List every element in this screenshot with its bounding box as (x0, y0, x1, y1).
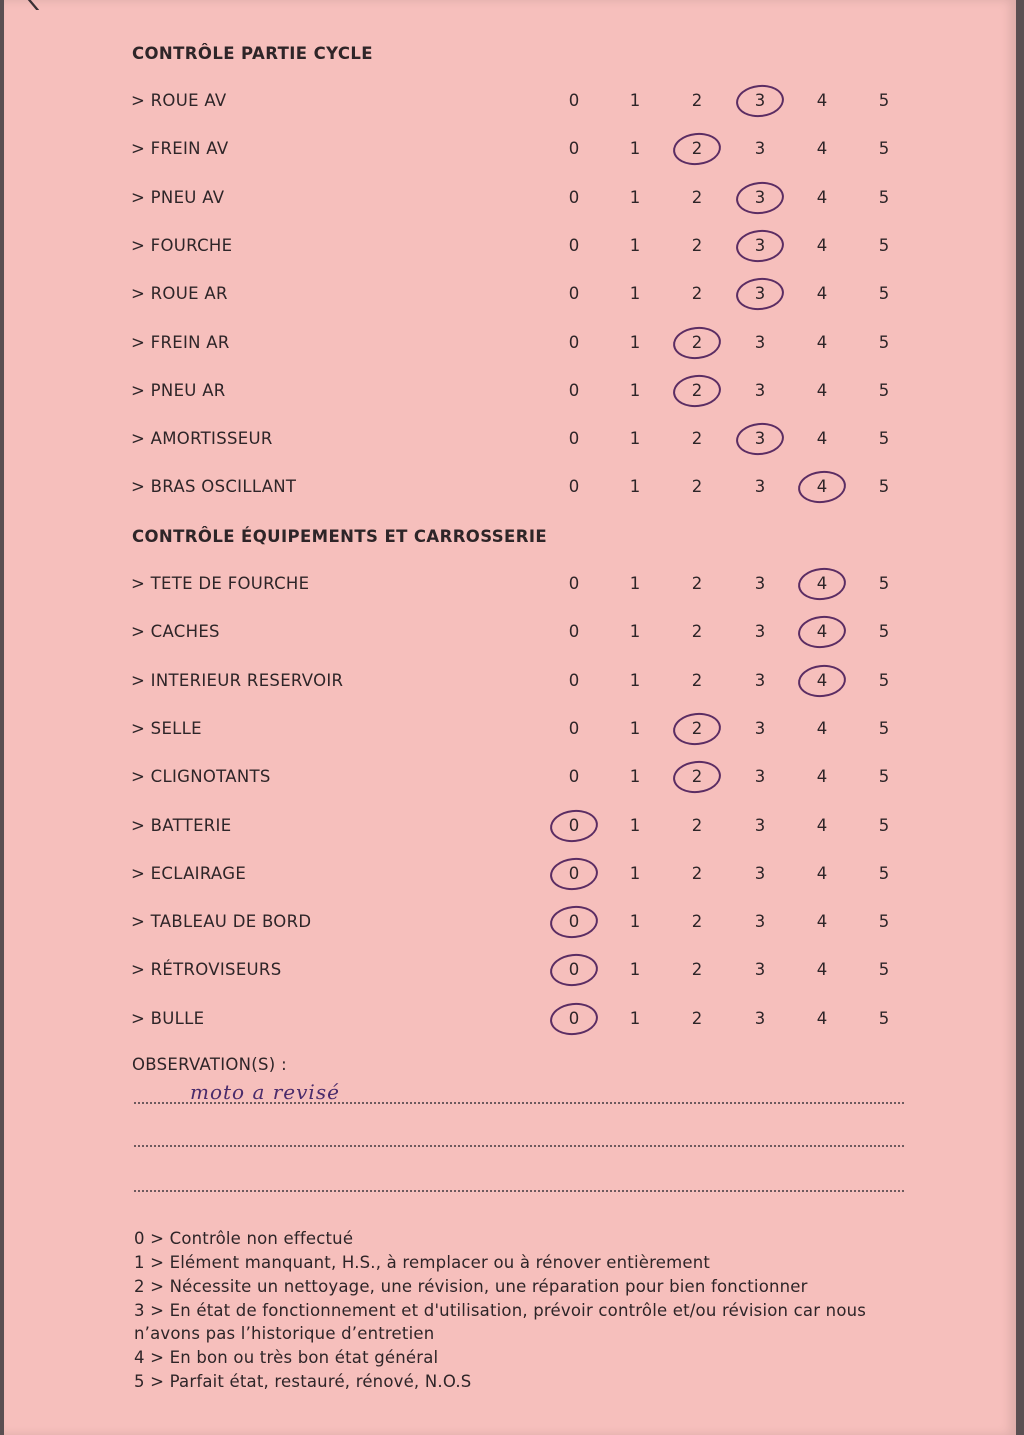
observations-title: OBSERVATION(S) : (132, 1055, 287, 1074)
checklist-row (4, 912, 1016, 942)
item-label: > BRAS OSCILLANT (131, 477, 297, 497)
checklist-row (4, 284, 1016, 314)
score-option: 1 (629, 332, 641, 352)
score-option: 4 (816, 139, 828, 159)
item-label: > CLIGNOTANTS (131, 767, 271, 787)
checklist-row (4, 574, 1016, 604)
score-option: 5 (878, 670, 890, 690)
item-label: > ECLAIRAGE (131, 863, 247, 883)
score-option: 4 (816, 912, 828, 932)
score-option: 0 (568, 187, 580, 207)
checklist-row (4, 91, 1016, 121)
score-option: 0 (568, 670, 580, 690)
item-label: > AMORTISSEUR (131, 429, 273, 449)
score-option: 2 (691, 815, 703, 835)
score-option: 0 (568, 477, 580, 497)
score-option: 3 (754, 718, 766, 738)
score-option: 1 (629, 380, 641, 400)
checklist-row (4, 864, 1016, 894)
checklist-row (4, 139, 1016, 169)
score-option: 0 (568, 622, 580, 642)
observation-line (134, 1102, 904, 1104)
score-option-selected: 4 (810, 671, 834, 690)
score-option: 1 (629, 718, 641, 738)
score-option: 3 (754, 139, 766, 159)
item-label: > ROUE AR (131, 284, 228, 304)
score-option: 0 (568, 429, 580, 449)
score-option: 2 (691, 622, 703, 642)
score-option: 2 (691, 477, 703, 497)
item-label: > FREIN AR (131, 332, 230, 352)
score-option: 0 (568, 718, 580, 738)
item-label: > TABLEAU DE BORD (131, 912, 312, 932)
score-option: 4 (816, 380, 828, 400)
item-label: > FREIN AV (131, 139, 229, 159)
score-option: 4 (816, 1008, 828, 1028)
score-option: 5 (878, 380, 890, 400)
score-option: 5 (878, 284, 890, 304)
score-option: 0 (568, 332, 580, 352)
score-option-selected: 4 (810, 574, 834, 593)
score-option: 3 (754, 815, 766, 835)
score-option: 0 (568, 235, 580, 255)
score-option-selected: 0 (562, 864, 586, 883)
checklist-row (4, 188, 1016, 218)
score-option: 3 (754, 622, 766, 642)
score-option: 1 (629, 767, 641, 787)
score-option-selected: 3 (748, 284, 772, 303)
score-option: 3 (754, 1008, 766, 1028)
item-label: > SELLE (131, 718, 202, 738)
score-option-selected: 4 (810, 477, 834, 496)
score-option: 5 (878, 718, 890, 738)
score-option: 4 (816, 815, 828, 835)
score-option-selected: 0 (562, 1009, 586, 1028)
score-option-selected: 3 (748, 236, 772, 255)
legend-line: 4 > En bon ou très bon état général (134, 1348, 439, 1367)
score-option: 2 (691, 187, 703, 207)
score-option: 5 (878, 574, 890, 593)
legend-line: 3 > En état de fonctionnement et d'utilisation, prévoir contrôle et/ou révision car nous (134, 1301, 867, 1320)
score-option: 1 (629, 670, 641, 690)
score-option: 3 (754, 767, 766, 787)
checklist-row (4, 477, 1016, 507)
score-option: 3 (754, 912, 766, 932)
score-option: 5 (878, 477, 890, 497)
score-option: 0 (568, 91, 580, 110)
score-option: 1 (629, 429, 641, 449)
checklist-row (4, 381, 1016, 411)
score-option-selected: 3 (748, 429, 772, 448)
score-option: 3 (754, 863, 766, 883)
score-option-selected: 2 (685, 719, 709, 738)
checklist-row (4, 622, 1016, 652)
score-option-selected: 0 (562, 912, 586, 931)
score-option-selected: 2 (685, 381, 709, 400)
score-option: 1 (629, 477, 641, 497)
score-option: 2 (691, 284, 703, 304)
item-label: > ROUE AV (131, 91, 227, 110)
score-option: 1 (629, 139, 641, 159)
observations-handwritten-note: moto a revisé (190, 1080, 340, 1104)
inspection-sheet (4, 0, 1016, 1435)
score-option: 0 (568, 284, 580, 304)
score-option: 5 (878, 1008, 890, 1028)
legend-line: 1 > Elément manquant, H.S., à remplacer ou à rénover entièrement (134, 1253, 711, 1272)
score-option: 3 (754, 574, 766, 593)
score-option: 5 (878, 767, 890, 787)
score-option: 4 (816, 332, 828, 352)
score-option: 1 (629, 187, 641, 207)
checklist-row (4, 429, 1016, 459)
score-option: 4 (816, 863, 828, 883)
score-option: 2 (691, 863, 703, 883)
score-option: 5 (878, 960, 890, 980)
score-option: 2 (691, 574, 703, 593)
score-option: 1 (629, 960, 641, 980)
score-option: 5 (878, 863, 890, 883)
score-option: 5 (878, 332, 890, 352)
item-label: > PNEU AR (131, 380, 226, 400)
score-option-selected: 0 (562, 816, 586, 835)
item-label: > CACHES (131, 622, 220, 642)
item-label: > INTERIEUR RESERVOIR (131, 670, 344, 690)
score-option: 1 (629, 91, 641, 110)
item-label: > TETE DE FOURCHE (131, 574, 310, 593)
score-option-selected: 2 (685, 333, 709, 352)
item-label: > BULLE (131, 1008, 205, 1028)
section-title-cycle: CONTRÔLE PARTIE CYCLE (132, 44, 373, 63)
score-option: 2 (691, 235, 703, 255)
score-option: 0 (568, 139, 580, 159)
score-option: 5 (878, 815, 890, 835)
observation-line (134, 1190, 904, 1192)
score-option: 3 (754, 477, 766, 497)
score-option: 5 (878, 91, 890, 110)
checklist-row (4, 719, 1016, 749)
legend-line: 0 > Contrôle non effectué (134, 1229, 354, 1248)
score-option: 5 (878, 187, 890, 207)
score-option: 0 (568, 574, 580, 593)
score-option: 3 (754, 380, 766, 400)
legend-line: 5 > Parfait état, restauré, rénové, N.O.S (134, 1372, 472, 1391)
score-option: 4 (816, 718, 828, 738)
score-option: 0 (568, 380, 580, 400)
score-option: 5 (878, 622, 890, 642)
score-option: 4 (816, 235, 828, 255)
score-option: 2 (691, 912, 703, 932)
score-option: 2 (691, 91, 703, 110)
score-option: 4 (816, 284, 828, 304)
item-label: > BATTERIE (131, 815, 232, 835)
checklist-row (4, 333, 1016, 363)
score-option-selected: 2 (685, 139, 709, 158)
score-option: 2 (691, 960, 703, 980)
score-option: 3 (754, 332, 766, 352)
score-option: 1 (629, 912, 641, 932)
checklist-row (4, 236, 1016, 266)
score-option: 1 (629, 622, 641, 642)
score-option: 4 (816, 960, 828, 980)
score-option: 3 (754, 670, 766, 690)
score-option: 1 (629, 815, 641, 835)
score-option: 4 (816, 91, 828, 110)
legend-line: 2 > Nécessite un nettoyage, une révision, une réparation pour bien fonctionner (134, 1277, 808, 1296)
score-option: 1 (629, 1008, 641, 1028)
checklist-row (4, 816, 1016, 846)
score-option: 2 (691, 670, 703, 690)
score-option: 1 (629, 863, 641, 883)
score-option: 1 (629, 235, 641, 255)
score-option: 5 (878, 912, 890, 932)
score-option: 5 (878, 429, 890, 449)
score-option: 3 (754, 960, 766, 980)
checklist-row (4, 767, 1016, 797)
score-option: 4 (816, 187, 828, 207)
score-option-selected: 2 (685, 767, 709, 786)
score-option-selected: 3 (748, 188, 772, 207)
item-label: > RÉTROVISEURS (131, 960, 282, 980)
item-label: > PNEU AV (131, 187, 225, 207)
score-option: 4 (816, 767, 828, 787)
score-option: 2 (691, 1008, 703, 1028)
legend-line: n’avons pas l’historique d’entretien (134, 1324, 435, 1343)
score-option-selected: 4 (810, 622, 834, 641)
score-option-selected: 0 (562, 960, 586, 979)
checklist-row (4, 960, 1016, 990)
score-option: 4 (816, 429, 828, 449)
checklist-row (4, 671, 1016, 701)
section-title-equipment: CONTRÔLE ÉQUIPEMENTS ET CARROSSERIE (132, 527, 548, 546)
observation-line (134, 1145, 904, 1147)
score-option: 0 (568, 767, 580, 787)
score-option: 5 (878, 139, 890, 159)
checklist-row (4, 1009, 1016, 1039)
score-option: 5 (878, 235, 890, 255)
corner-mark (28, 0, 61, 10)
score-option: 1 (629, 574, 641, 593)
item-label: > FOURCHE (131, 235, 233, 255)
score-option: 1 (629, 284, 641, 304)
score-option: 2 (691, 429, 703, 449)
score-option-selected: 3 (748, 91, 772, 110)
